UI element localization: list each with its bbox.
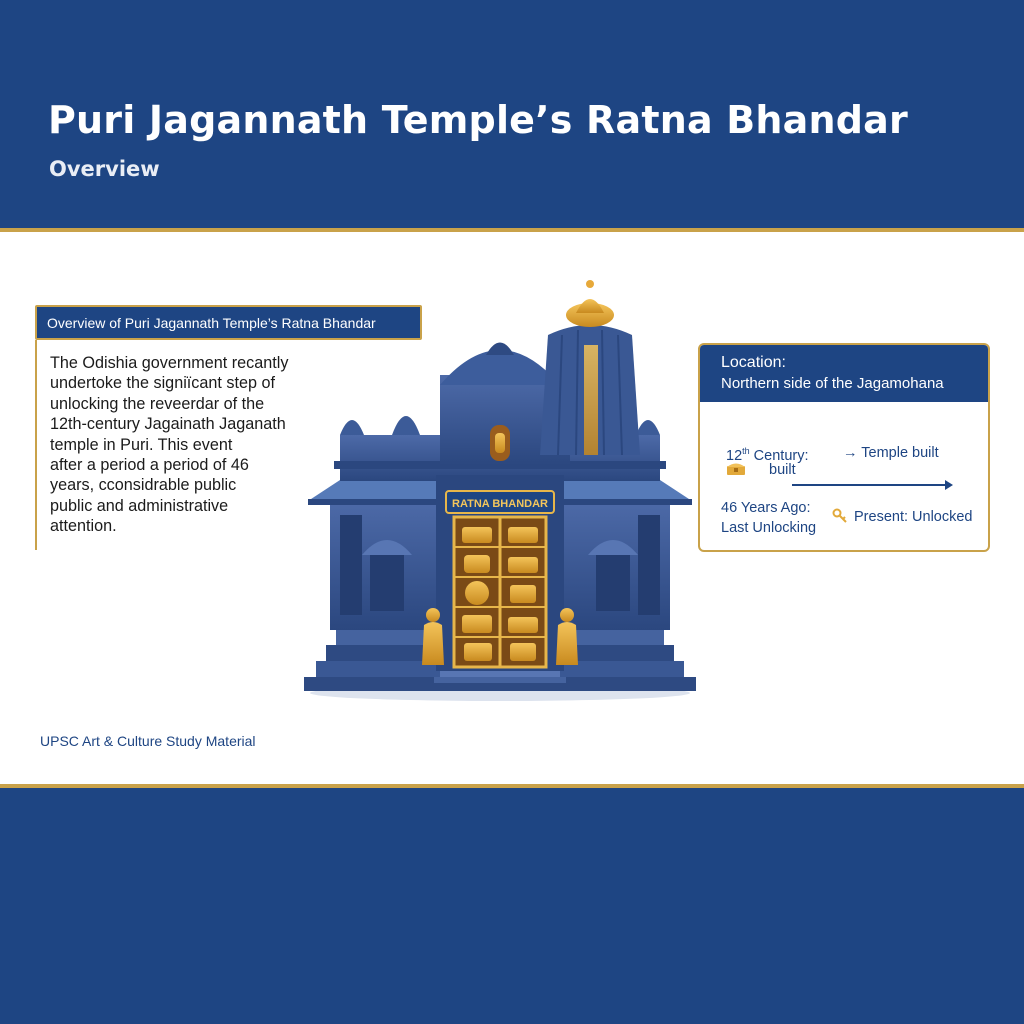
footer-band <box>0 788 1024 1024</box>
overview-line: years, cconsidrable public <box>50 476 237 495</box>
timeline-present: Present: Unlocked <box>854 509 973 525</box>
timeline-last-unlocking: Last Unlocking <box>721 520 817 536</box>
timeline-century-number: 12 <box>726 447 743 464</box>
ratna-bhandar-sign: RATNA BHANDAR <box>452 498 548 510</box>
location-value: Northern side of the Jagamohana <box>721 375 944 392</box>
timeline-century-suffix: th <box>742 446 750 456</box>
overview-line: unlocking the reveerdar of the <box>50 394 265 413</box>
timeline-years-ago: 46 Years Ago: <box>721 500 811 516</box>
page-subtitle: Overview <box>49 157 160 181</box>
overview-line: attention. <box>50 517 117 536</box>
timeline-temple-built: → Temple built <box>843 445 939 461</box>
timeline-century-word: Century: <box>749 447 809 464</box>
timeline-built: built <box>769 462 796 478</box>
location-label: Location: <box>721 354 786 371</box>
page-title: Puri Jagannath Temple’s Ratna Bhandar <box>48 98 908 142</box>
overview-body <box>50 353 320 537</box>
location-header <box>700 345 988 402</box>
overview-rule <box>35 340 37 550</box>
overview-line: public and administrative <box>50 496 229 515</box>
overview-line: The Odishia government recantly <box>50 354 289 372</box>
arrow-right-icon <box>945 480 953 490</box>
timeline-arrow-line <box>792 484 948 486</box>
overview-line: temple in Puri. This event <box>50 435 233 454</box>
overview-line: 12th-century Jagainath Jaganath <box>50 415 286 434</box>
key-icon <box>832 508 848 524</box>
overview-line: undertoke the signiїcant step of <box>50 374 275 393</box>
treasure-chest-icon <box>726 462 746 476</box>
overview-line: after a period a period of 46 <box>50 456 249 475</box>
overview-heading: Overview of Puri Jagannath Temple’s Ratna Bhandar <box>35 305 422 340</box>
temple-illustration <box>300 275 700 705</box>
footer-note: UPSC Art & Culture Study Material <box>40 733 256 749</box>
